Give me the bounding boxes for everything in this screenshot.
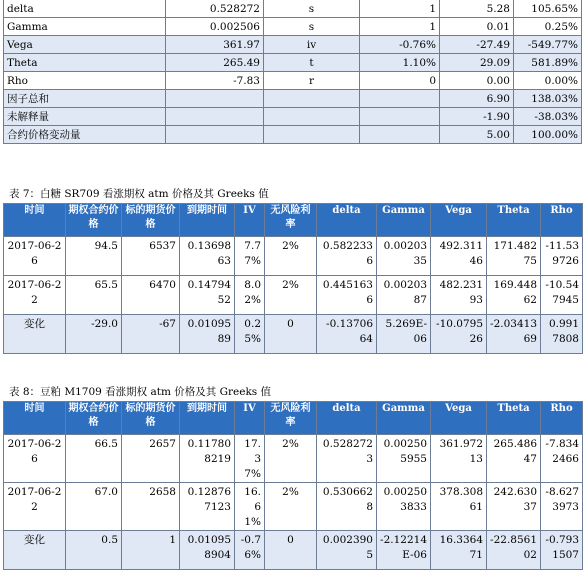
table-cell: [264, 108, 360, 126]
table-cell: 0.0109589: [180, 315, 235, 354]
table-cell: 378.30861: [431, 483, 487, 531]
table-cell: -0.76%: [360, 36, 440, 54]
table-cell: 0.9917808: [541, 315, 583, 354]
table-cell: 0.1369863: [180, 237, 235, 276]
table-cell: 0.5: [66, 531, 122, 570]
table-cell: 0.5822336: [317, 237, 377, 276]
table-cell: -7.8342466: [541, 435, 583, 483]
table-row: [4, 237, 583, 276]
table-cell: Gamma: [4, 18, 166, 36]
table-cell: -27.49: [440, 36, 514, 54]
table-cell: 0.002506: [166, 18, 264, 36]
table-cell: 65.5: [66, 276, 122, 315]
table-cell: 66.5: [66, 435, 122, 483]
table-cell: -0.1370664: [317, 315, 377, 354]
table-cell: 0.128767123: [180, 483, 235, 531]
table-cell: [360, 108, 440, 126]
table-cell: [166, 126, 264, 144]
table-cell: 2657: [122, 435, 180, 483]
table-cell: 581.89%: [514, 54, 582, 72]
table-row: [4, 315, 583, 354]
table-cell: delta: [4, 0, 166, 18]
table-cell: -11.539726: [541, 237, 583, 276]
table-cell: 17.37%: [235, 435, 265, 483]
table-cell: 16.61%: [235, 483, 265, 531]
column-header: 无风险利率: [265, 402, 317, 435]
table-cell: 242.63037: [487, 483, 541, 531]
table-cell: 2017-06-26: [4, 237, 66, 276]
column-header: delta: [317, 204, 377, 237]
table-cell: [264, 90, 360, 108]
table-row: [4, 54, 582, 72]
table-cell: t: [264, 54, 360, 72]
table-cell: 0.00: [440, 72, 514, 90]
table-cell: 482.23193: [431, 276, 487, 315]
table-cell: 2%: [265, 276, 317, 315]
column-header: Theta: [487, 204, 541, 237]
table-cell: 0: [265, 531, 317, 570]
column-header: 标的期货价格: [122, 204, 180, 237]
table-cell: -549.77%: [514, 36, 582, 54]
table-cell: 2%: [265, 483, 317, 531]
table-cell: [360, 126, 440, 144]
attribution-table: [3, 0, 582, 144]
sr709-greeks-table: [3, 203, 583, 354]
table-cell: -0.76%: [235, 531, 265, 570]
table-cell: 0.5306628: [317, 483, 377, 531]
table-cell: 1: [122, 531, 180, 570]
column-header: 无风险利率: [265, 204, 317, 237]
table-cell: 0.010958904: [180, 531, 235, 570]
table-cell: 2017-06-26: [4, 435, 66, 483]
table-cell: 0.4451636: [317, 276, 377, 315]
table-cell: -7.83: [166, 72, 264, 90]
table-cell: 361.97: [166, 36, 264, 54]
table-cell: 0.002503833: [377, 483, 431, 531]
table-cell: [360, 90, 440, 108]
header-row: [4, 402, 583, 435]
table-cell: -22.856102: [487, 531, 541, 570]
table-cell: 变化: [4, 315, 66, 354]
table-cell: 0.0020387: [377, 276, 431, 315]
table-cell: 171.48275: [487, 237, 541, 276]
table-row: [4, 72, 582, 90]
table-row: [4, 90, 582, 108]
table-cell: [166, 108, 264, 126]
table-cell: 因子总和: [4, 90, 166, 108]
table-cell: 105.65%: [514, 0, 582, 18]
table-cell: 0: [265, 315, 317, 354]
table-cell: Theta: [4, 54, 166, 72]
table-cell: [166, 90, 264, 108]
table-cell: 1: [360, 0, 440, 18]
table-cell: 100.00%: [514, 126, 582, 144]
column-header: 时间: [4, 402, 66, 435]
table-row: [4, 0, 582, 18]
table-cell: s: [264, 0, 360, 18]
table-row: [4, 108, 582, 126]
column-header: Vega: [431, 402, 487, 435]
table-cell: 0.00%: [514, 72, 582, 90]
table-cell: 492.31146: [431, 237, 487, 276]
table-cell: Rho: [4, 72, 166, 90]
table-cell: 5.00: [440, 126, 514, 144]
table-cell: 2%: [265, 435, 317, 483]
table-cell: 6537: [122, 237, 180, 276]
table-cell: 0.528272: [166, 0, 264, 18]
table-cell: 94.5: [66, 237, 122, 276]
table-cell: 0.25%: [514, 18, 582, 36]
table-cell: -8.6273973: [541, 483, 583, 531]
table-cell: 5.28: [440, 0, 514, 18]
column-header: IV: [235, 204, 265, 237]
table-cell: -1.90: [440, 108, 514, 126]
table-cell: 0: [360, 72, 440, 90]
table-cell: -10.079526: [431, 315, 487, 354]
m1709-greeks-table: [3, 401, 583, 570]
table-cell: r: [264, 72, 360, 90]
table-cell: 138.03%: [514, 90, 582, 108]
table-cell: 0.002505955: [377, 435, 431, 483]
table-cell: -2.12214E-06: [377, 531, 431, 570]
table-cell: 5.269E-06: [377, 315, 431, 354]
table-cell: 1.10%: [360, 54, 440, 72]
table-cell: 2%: [265, 237, 317, 276]
table-cell: -2.0341369: [487, 315, 541, 354]
table-cell: 6.90: [440, 90, 514, 108]
table-row: [4, 483, 583, 531]
table-cell: 0.1479452: [180, 276, 235, 315]
table-row: [4, 276, 583, 315]
table-cell: 2017-06-22: [4, 276, 66, 315]
column-header: delta: [317, 402, 377, 435]
table-cell: iv: [264, 36, 360, 54]
table-cell: s: [264, 18, 360, 36]
column-header: 时间: [4, 204, 66, 237]
table-cell: 6470: [122, 276, 180, 315]
table-cell: 265.48647: [487, 435, 541, 483]
table-cell: -10.547945: [541, 276, 583, 315]
table-cell: 29.09: [440, 54, 514, 72]
column-header: Rho: [541, 204, 583, 237]
table-cell: 7.77%: [235, 237, 265, 276]
column-header: 到期时间: [180, 204, 235, 237]
table-row: [4, 18, 582, 36]
table-cell: -0.7931507: [541, 531, 583, 570]
table-cell: -29.0: [66, 315, 122, 354]
table-cell: 0.117808219: [180, 435, 235, 483]
column-header: Gamma: [377, 204, 431, 237]
table-cell: 0.0020335: [377, 237, 431, 276]
table-cell: 0.01: [440, 18, 514, 36]
table-cell: 变化: [4, 531, 66, 570]
table-cell: [264, 126, 360, 144]
table7-caption: 表 7：白糖 SR709 看涨期权 atm 价格及其 Greeks 值: [9, 188, 269, 200]
table-cell: 2658: [122, 483, 180, 531]
column-header: Gamma: [377, 402, 431, 435]
column-header: 期权合约价格: [66, 402, 122, 435]
table-cell: 67.0: [66, 483, 122, 531]
table-cell: -38.03%: [514, 108, 582, 126]
table-cell: 16.336471: [431, 531, 487, 570]
table-cell: 0.0023905: [317, 531, 377, 570]
column-header: IV: [235, 402, 265, 435]
table8-caption: 表 8：豆粕 M1709 看涨期权 atm 价格及其 Greeks 值: [9, 386, 272, 398]
table-row: [4, 435, 583, 483]
table-cell: 合约价格变动量: [4, 126, 166, 144]
table-row: [4, 126, 582, 144]
table-cell: 2017-06-22: [4, 483, 66, 531]
table-cell: 0.25%: [235, 315, 265, 354]
table-cell: -67: [122, 315, 180, 354]
column-header: 到期时间: [180, 402, 235, 435]
table-cell: 1: [360, 18, 440, 36]
table-cell: 361.97213: [431, 435, 487, 483]
column-header: 标的期货价格: [122, 402, 180, 435]
table-row: [4, 36, 582, 54]
header-row: [4, 204, 583, 237]
table-cell: 169.44862: [487, 276, 541, 315]
table-cell: 0.5282723: [317, 435, 377, 483]
table-cell: 未解释量: [4, 108, 166, 126]
table-cell: Vega: [4, 36, 166, 54]
table-row: [4, 531, 583, 570]
column-header: 期权合约价格: [66, 204, 122, 237]
table-cell: 265.49: [166, 54, 264, 72]
column-header: Theta: [487, 402, 541, 435]
column-header: Rho: [541, 402, 583, 435]
table-cell: 8.02%: [235, 276, 265, 315]
column-header: Vega: [431, 204, 487, 237]
